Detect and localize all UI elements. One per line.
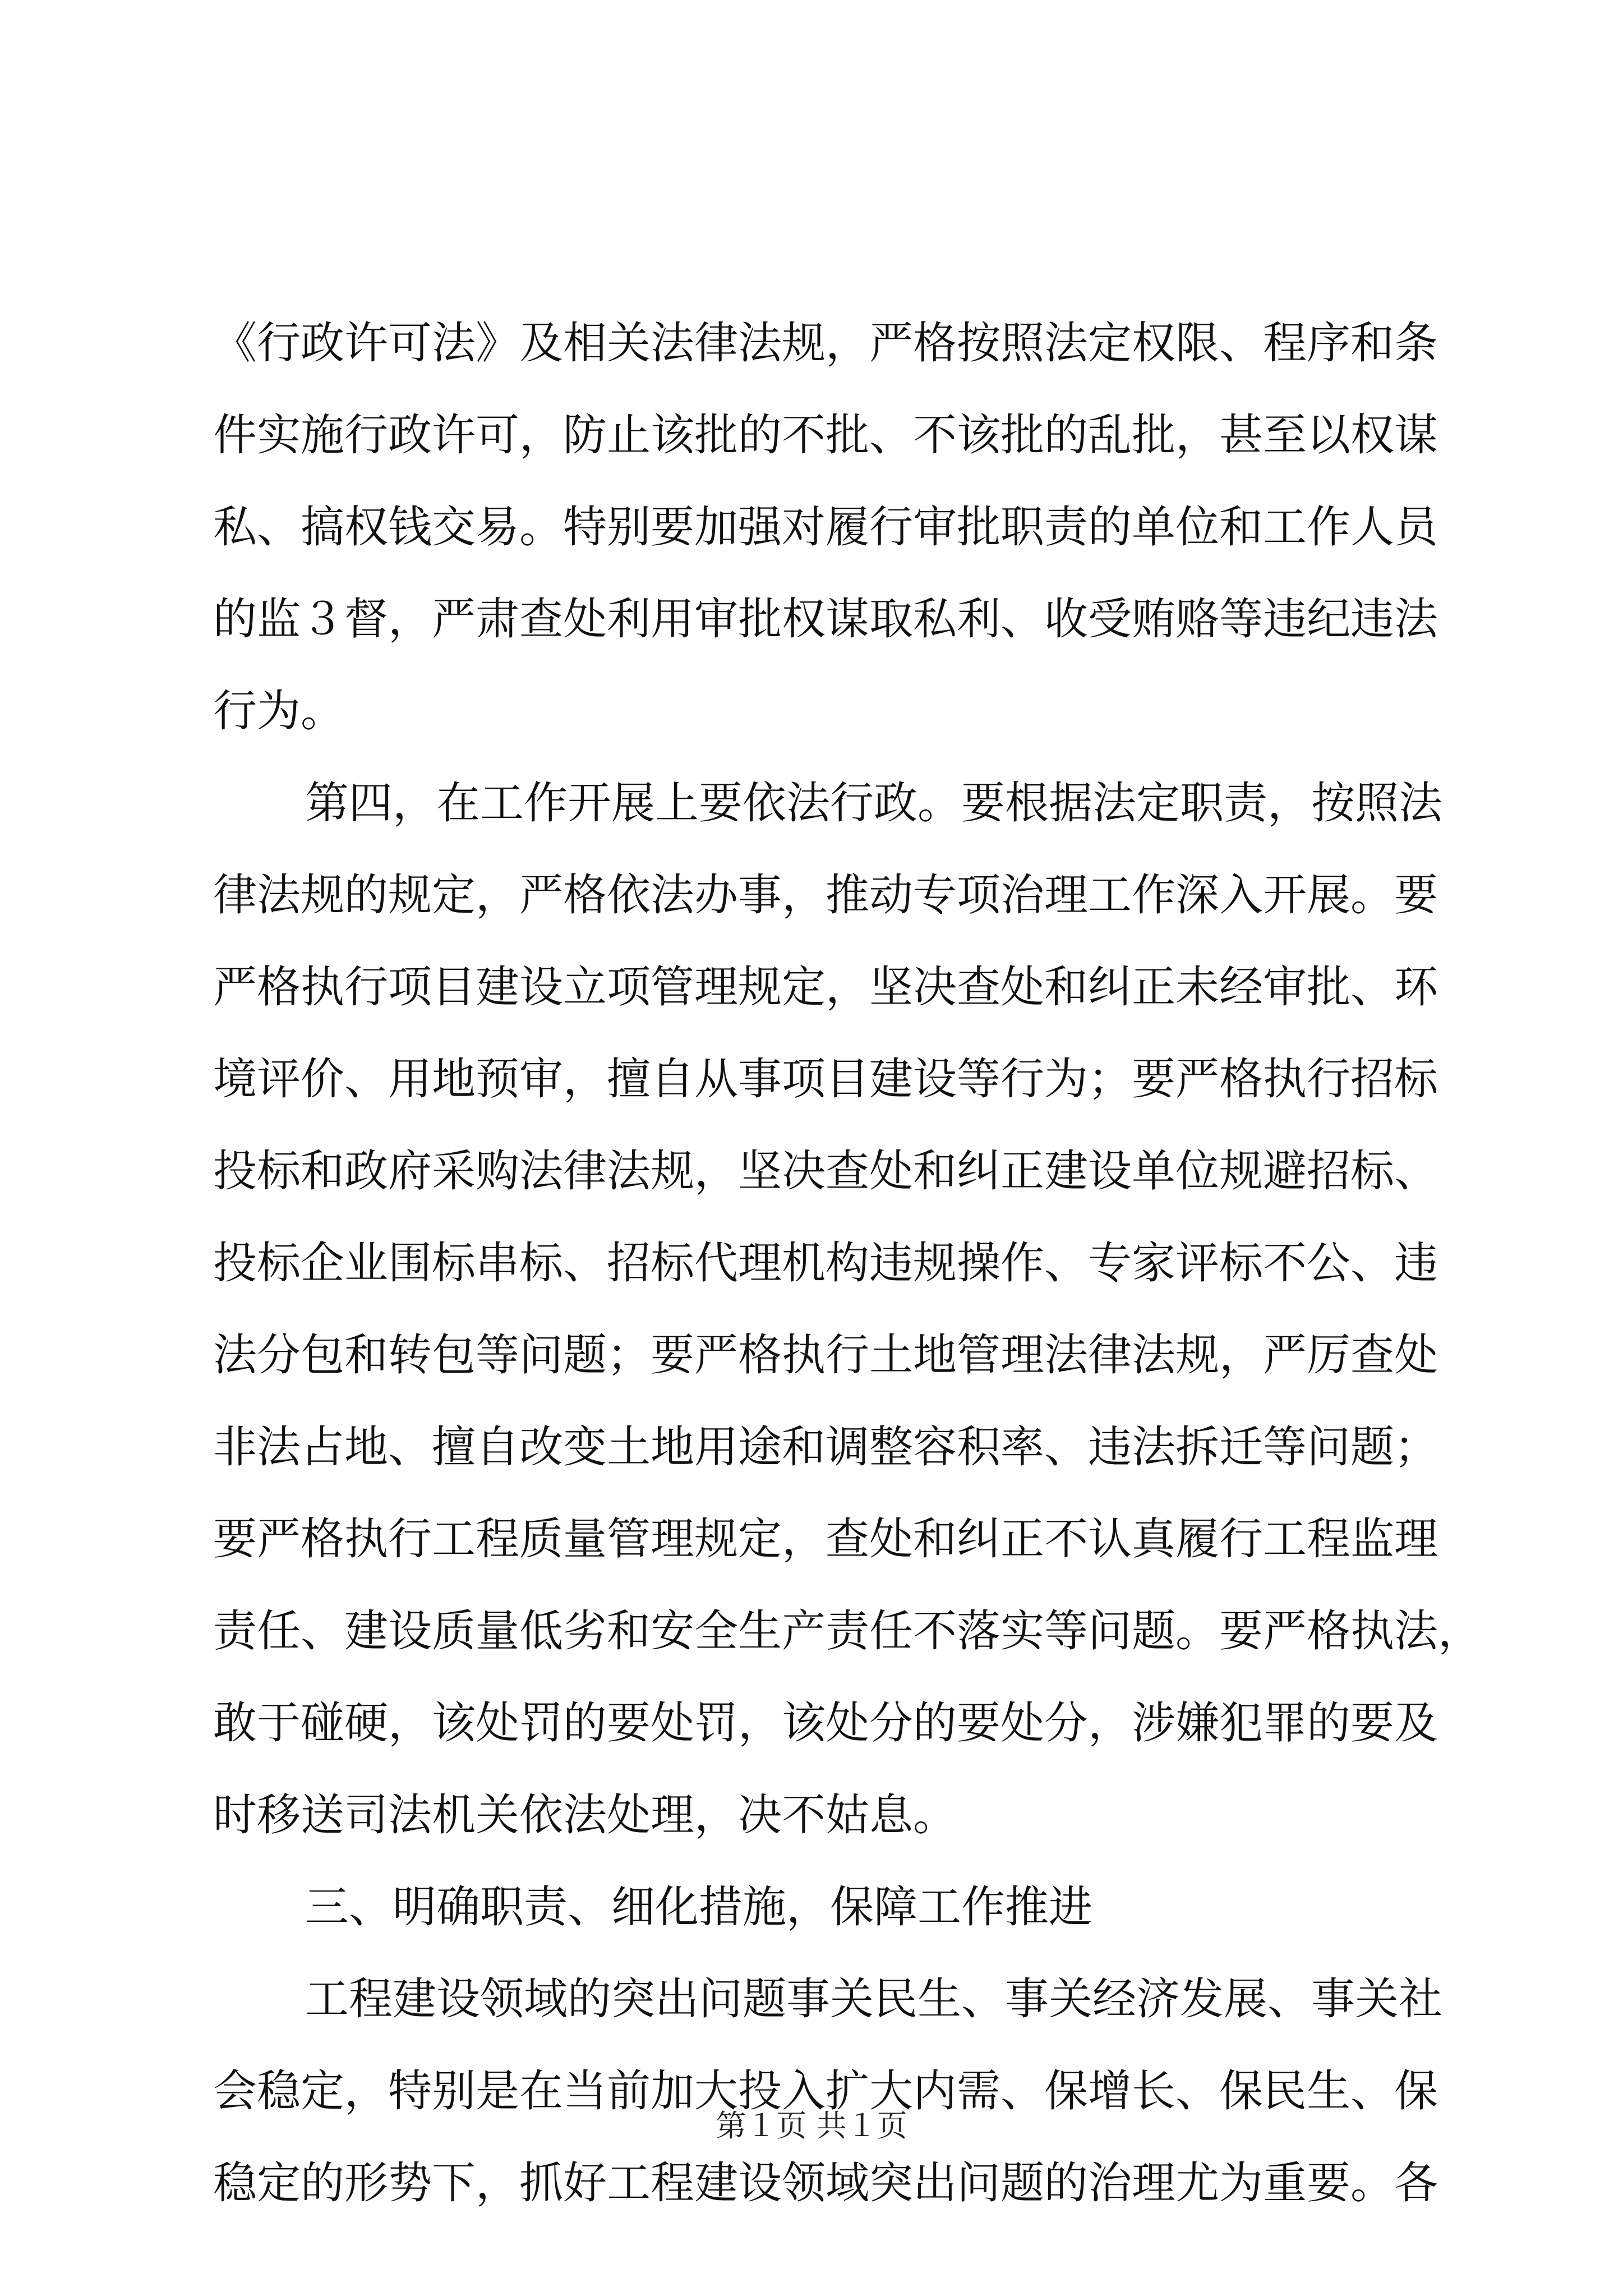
text-line: 第四，在工作开展上要依法行政。要根据法定职责，按照法 <box>305 778 1443 829</box>
text-line: 工程建设领域的突出问题事关民生、事关经济发展、事关社 <box>305 1974 1443 2024</box>
text-line: 敢于碰硬，该处罚的要处罚，该处分的要处分，涉嫌犯罪的要及 <box>213 1698 1438 1749</box>
text-line: 会稳定，特别是在当前加大投入扩大内需、保增长、保民生、保 <box>213 2066 1438 2116</box>
text-line: 行为。 <box>213 686 345 737</box>
text-line: 《行政许可法》及相关法律法规，严格按照法定权限、程序和条 <box>213 318 1438 369</box>
text-line: 要严格执行工程质量管理规定，查处和纠正不认真履行工程监理 <box>213 1514 1438 1565</box>
text-line: 稳定的形势下，抓好工程建设领域突出问题的治理尤为重要。各 <box>213 2158 1438 2208</box>
text-line: 件实施行政许可，防止该批的不批、不该批的乱批，甚至以权谋 <box>213 410 1438 461</box>
text-line: 责任、建设质量低劣和安全生产责任不落实等问题。要严格执法， <box>213 1606 1482 1657</box>
text-line: 投标企业围标串标、招标代理机构违规操作、专家评标不公、违 <box>213 1238 1438 1289</box>
paragraph-p2 <box>213 757 1482 1861</box>
paragraph-p3 <box>213 1861 1419 1953</box>
paragraph-p1 <box>213 297 1438 757</box>
text-line: 三、明确职责、细化措施，保障工作推进 <box>305 1882 1093 1932</box>
text-line: 律法规的规定，严格依法办事，推动专项治理工作深入开展。要 <box>213 870 1438 921</box>
text-line: 私、搞权钱交易。特别要加强对履行审批职责的单位和工作人员 <box>213 502 1438 553</box>
text-line: 境评价、用地预审，擅自从事项目建设等行为；要严格执行招标 <box>213 1054 1438 1105</box>
text-line: 的监３督，严肃查处利用审批权谋取私利、收受贿赂等违纪违法 <box>213 594 1438 645</box>
paragraph-p4 <box>213 1953 1443 2229</box>
text-line: 法分包和转包等问题；要严格执行土地管理法律法规，严厉查处 <box>213 1330 1438 1381</box>
page-footer: 第１页 共１页 <box>716 2108 907 2143</box>
text-line: 非法占地、擅自改变土地用途和调整容积率、违法拆迁等问题； <box>213 1422 1438 1473</box>
text-line: 严格执行项目建设立项管理规定，坚决查处和纠正未经审批、环 <box>213 962 1438 1013</box>
document-body <box>213 297 1482 2229</box>
text-line: 时移送司法机关依法处理，决不姑息。 <box>213 1790 957 1841</box>
text-line: 投标和政府采购法律法规，坚决查处和纠正建设单位规避招标、 <box>213 1146 1438 1197</box>
